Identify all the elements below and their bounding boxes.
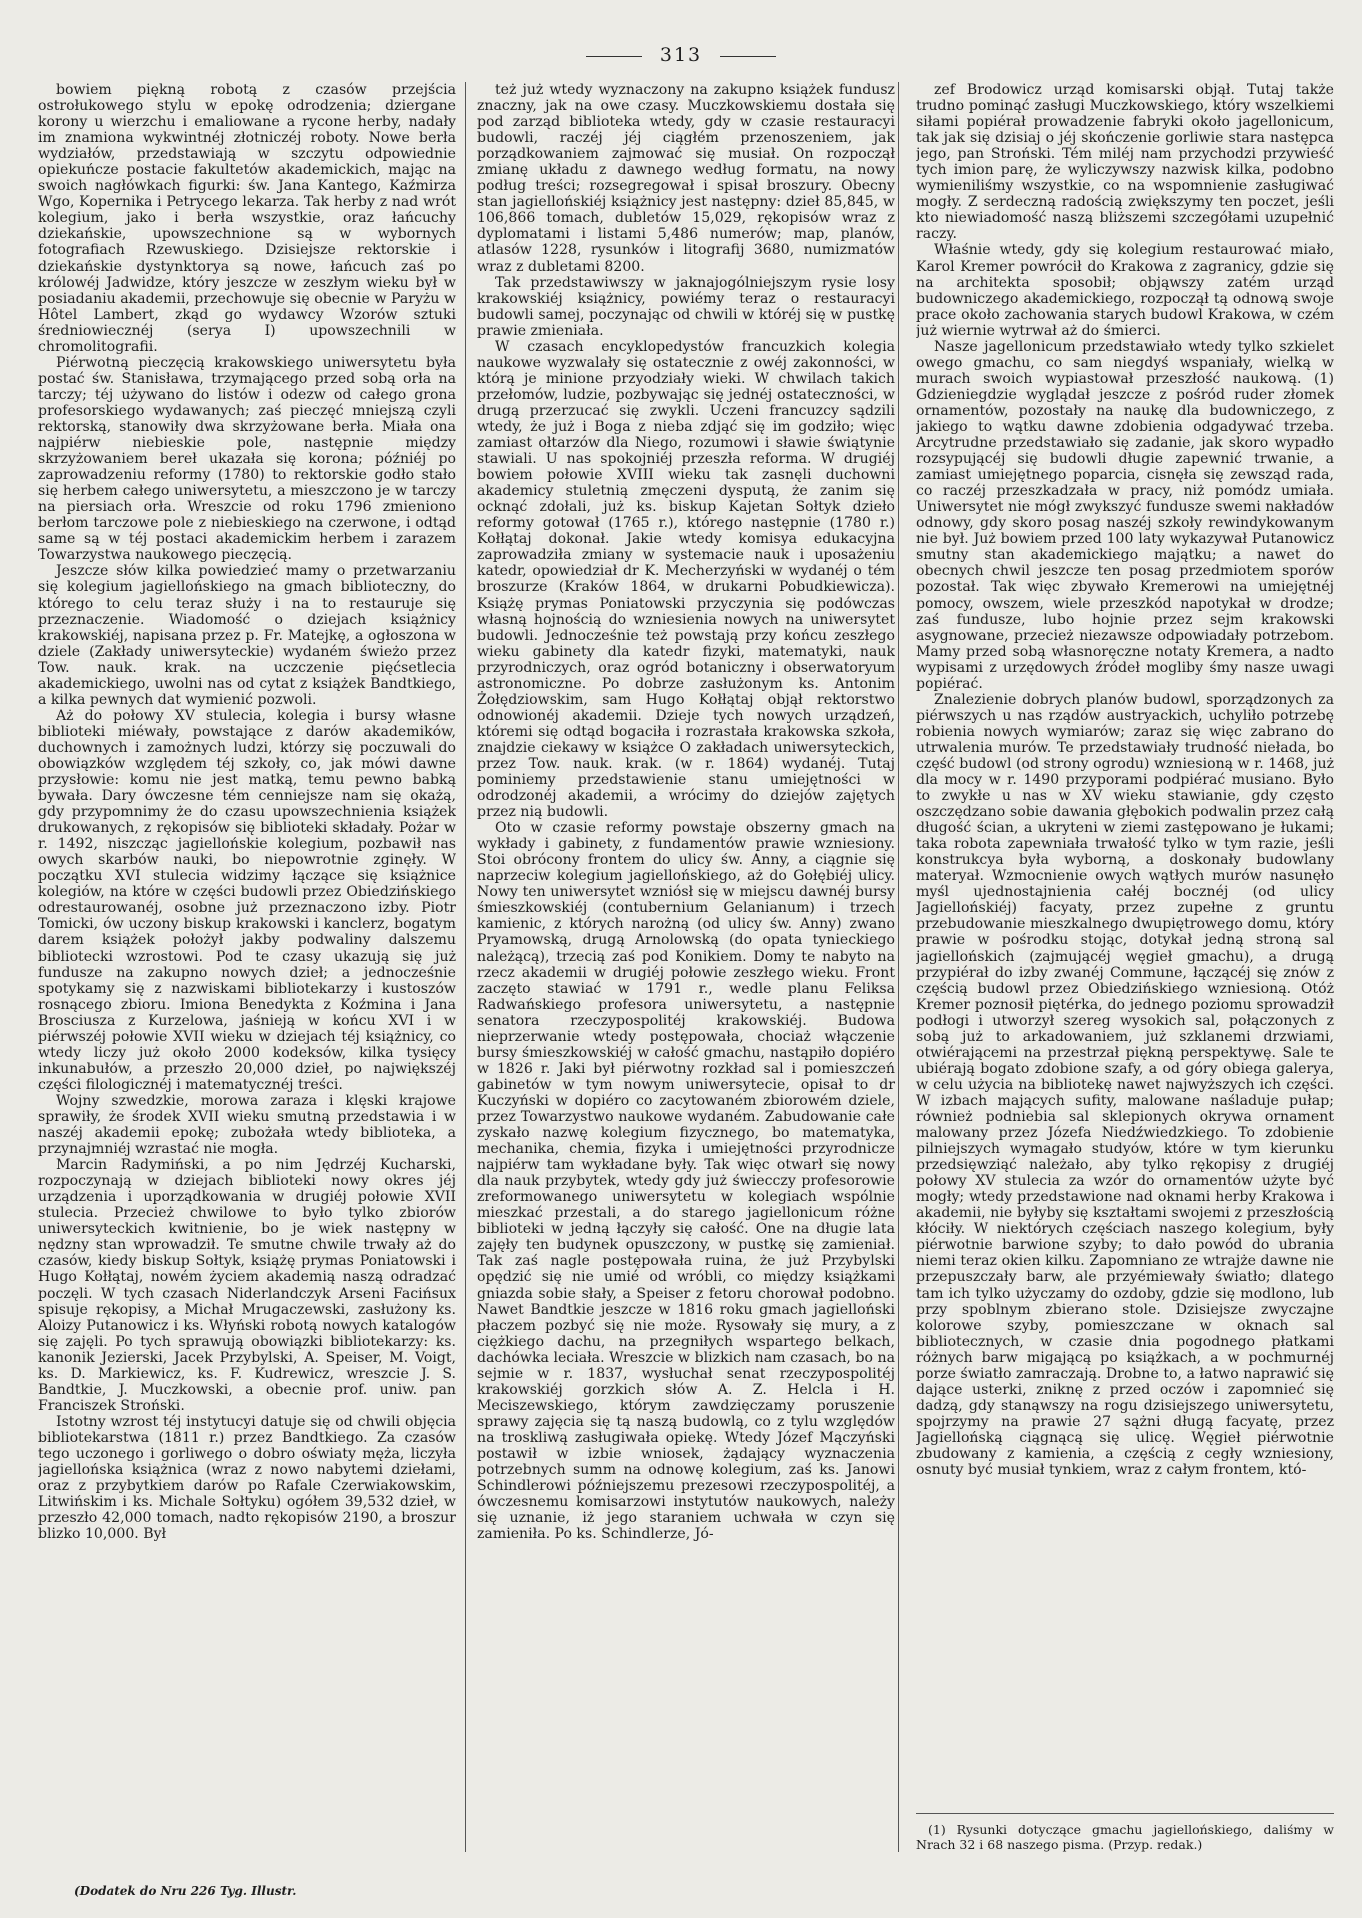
paragraph: Aż do połowy XV stulecia, kolegia i bursy własne biblioteki miéwały, powstające z darów akademików, duchownych i zamożnych ludzi, którzy się poczuwali do obowiązków względem téj szkoły, co, jak mówi dawne przysłowie: komu nie jest matką, temu pewno babką bywała. Dary ówczesne tém cenniejsze nam się okażą, gdy przypomnimy że do czasu upowszechnienia książek drukowanych, z rękopisów się biblioteki składały. Pożar w r. 1492, niszcząc jagiellońskie kolegium, pozbawił nas owych skarbów nauki, bo niepowrotnie zginęły. W początku XVI stulecia widzimy łączące się książnice kolegiów, na które w części budowli przez Obiedzińskiego odrestaurowanéj, osobne już przeznaczono izby. Piotr Tomicki, ów uczony biskup krakowski i kanclerz, bogatym darem książek położył jakby podwaliny dalszemu bibliotecki wzrostowi. Pod te czasy ukazują się już fundusze na zakupno nowych dzieł; a jednocześnie spotykamy się z nazwiskami bibliotekarzy i kustoszów rosnącego zbioru. Imiona Benedykta z Koźmina i Jana Brosciusza z Kurzelowa, jaśnieją w końcu XVI i w piérwszéj połowie XVII wieku w dziejach téj książnicy, co wtedy liczy już około 2000 kodeksów, kilka tysięcy inkunabułów, a przeszło 20,000 dzieł, po największéj części filologicznéj i matematycznéj treści. xyxy=(38,707,456,1093)
paragraph: Oto w czasie reformy powstaje obszerny gmach na wykłady i gabinety, z fundamentów prawie wzniesiony. Stoi obrócony frontem do ulicy św. Anny, a ciągnie się naprzeciw kolegium jagiellońskiego, aż do Gołębiéj ulicy. Nowy ten uniwersytet wzniósł się w miejscu dawnéj bursy śmieszkowskiéj (contubernium Gelanianum) i trzech kamienic, z których narożną (od ulicy św. Anny) zwano Pryamowską, drugą Arnolowską (do opata tynieckiego należącą), trzecią zaś pod Konikiem. Domy te nabyto na rzecz akademii w drugiéj połowie zeszłego wieku. Front zaczęto stawiać w 1791 r., wedle planu Feliksa Radwańskiego profesora uniwersytetu, a następnie senatora rzeczypospolitéj krakowskiéj. Budowa nieprzerwanie wtedy postępowała, chociaż włączenie bursy śmieszkowskiéj w całość gmachu, nastąpiło dopiéro w 1826 r. Jaki był piérwotny rozkład sal i pomieszczeń gabinetów w tym nowym uniwersytecie, opisał to dr Kuczyński w dopiéro co zacytowaném zbiorowém dziele, przez Towarzystwo naukowe wydaném. Zabudowanie całe zyskało nazwę kolegium fizycznego, bo matematyka, mechanika, chemia, fizyka i umiejętności przyrodnicze najpiérw tam wykładane były. Tak więc otwarł się nowy dla nauk przybytek, wtedy gdy już świecczy profesorowie zreformowanego uniwersytetu w kolegiach wspólnie mieszkać przestali, a do starego jagiellonicum różne biblioteki w jedną łączyły się całość. One na długie lata zajęły ten budynek opuszczony, w pustkę się zamieniał. Tak zaś nagle postępowała ruina, że już Przybylski opędzić się nie umié od wróbli, co między książkami gniazda sobie słały, a Speiser z fetoru chorował podobno. Nawet Bandtkie jeszcze w 1816 roku gmach jagielloński płaczem pozbyć się nie może. Rysowały się mury, a z ciężkiego dachu, na przegniłych wspartego belkach, dachówka leciała. Wreszcie w blizkich nam czasach, bo na sejmie w r. 1837, wysłuchał senat rzeczypospolitéj krakowskiéj gorzkich słów A. Z. Helcla i H. Meciszewskiego, którym zawdzięczamy poruszenie sprawy zajęcia się tą naszą budowlą, co z tylu względów na troskliwą zasługiwała opiekę. Wtedy Józef Mączyński postawił w izbie wniosek, żądający wyznaczenia potrzebnych summ na odnowę kolegium, zaś ks. Janowi Schindlerowi późniejszemu prezesowi rzeczypospolitéj, a ówczesnemu komisarzowi instytutów naukowych, należy się uznanie, iż jego staraniem uchwała w czyn się zamieniła. Po ks. Schindlerze, Jó- xyxy=(477,820,895,1543)
paragraph: Tak przedstawiwszy w jaknajogólniejszym rysie losy krakowskiéj książnicy, powiémy teraz o restauracyi budowli samej, poczynając od chwili w któréj się w pustkę prawie zmieniała. xyxy=(477,274,895,339)
header-dash-left xyxy=(586,56,642,57)
page-header xyxy=(0,44,1362,66)
column-1 xyxy=(38,82,456,1852)
paragraph: Marcin Radymiński, a po nim Jędrzéj Kucharski, rozpoczynają w dziejach biblioteki nowy okres jéj urządzenia i uporządkowania w drugiéj połowie XVII stulecia. Przecież chwilowe to było tylko zbiorów uniwersyteckich kwitnienie, bo je wiek następny w nędzny stan wprowadził. Te smutne chwile trwały aż do czasów, kiedy biskup Sołtyk, książę prymas Poniatowski i Hugo Kołłątaj, nowém życiem akademią naszą odradzać poczęli. W tych czasach Niderlandczyk Arseni Facińsux spisuje rękopisy, a Michał Mrugaczewski, zasłużony ks. Aloizy Putanowicz i ks. Włyński robotą nowych katalogów się zajęli. Po tych sprawują obowiązki bibliotekarzy: ks. kanonik Jezierski, Jacek Przybylski, A. Speiser, M. Voigt, ks. D. Markiewicz, ks. F. Kudrewicz, wreszcie J. S. Bandtkie, J. Muczkowski, a obecnie prof. uniw. pan Franciszek Stroński. xyxy=(38,1157,456,1414)
paragraph: Piérwotną pieczęcią krakowskiego uniwersytetu była postać św. Stanisława, trzymającego przed sobą orła na tarczy; téj używano do listów i odezw od całego grona profesorskiego wydawanych; zaś pieczęć mniejszą czyli rektorską, stanowiły dwa skrzyżowane berła. Miała ona najpiérw niebieskie pole, następnie między skrzyżowaniem bereł ukazała się korona; późniéj po zaprowadzeniu reformy (1780) to rektorskie godło stało się herbem całego uniwersytetu, a mieszczono je w tarczy na piersiach orła. Wreszcie od roku 1796 zmieniono berłom tarczowe pole z niebieskiego na czerwone, i odtąd same są w téj postaci akademickim herbem i zarazem Towarzystwa naukowego pieczęcią. xyxy=(38,354,456,564)
paragraph: zef Brodowicz urząd komisarski objął. Tutaj także trudno pominąć zasługi Muczkowskiego, który wszelkiemi siłami popiérał prowadzenie fabryki około jagellonicum, tak jak się dzisiaj o jéj skończenie gorliwie stara następca jego, pan Stroński. Tém miléj nam przychodzi przywieść tych imion parę, że wyliczywszy nazwisk kilka, podobno wymieniliśmy wszystkie, co na wspomnienie zasługiwać mogły. Z serdeczną radością zwiększymy ten poczet, jeśli kto niewiadomość naszą bliższemi szczegółami uzupełnić raczy. xyxy=(916,82,1334,243)
paragraph: Znalezienie dobrych planów budowl, sporządzonych za piérwszych u nas rządów austryackich, uchyliło potrzebę robienia nowych wymiarów; zaraz się więc zabrano do utrwalenia murów. Te przedstawiały trudność niełada, bo część budowl (od strony ogrodu) wzniesioną w r. 1468, już dla mocy w r. 1490 przyporami podpiérać musiano. Było to zwykłe u nas w XV wieku stawianie, gdy często oszczędzano sobie dawania głębokich podwalin przez całą długość ścian, a ukryteni w ziemi zastępowano je łukami; taka robota zapewniała trwałość tylko w tym razie, jeśli konstrukcya była wyborną, a doskonały budowlany materyał. Wzmocnienie owych wątłych murów nasunęło myśl ujednostajnienia całéj bocznéj (od ulicy Jagiellońskiéj) facyaty, przez zupełne z gruntu przebudowanie mieszkalnego dwupiętrowego domu, który prawie w pośrodku stojąc, dotykał jedną stroną sal jagiellońskich (zajmującéj węgieł gmachu), a drugą przypiérał do izby zwanéj Commune, łączącéj się znów z częścią budowl przez Obiedzińskiego wzniesioną. Otóż Kremer poznosił piętérka, do jednego poziomu sprowadził podłogi i utworzył szereg wysokich sal, połączonych z sobą już to arkadowaniem, już szklanemi drzwiami, otwiérającemi na przestrzał piękną perspektywę. Sale te ubiérają bogato zdobione szafy, a od góry obiega galerya, w celu użycia na bibliotekę nawet najwyższych ich części. W izbach mających sufity, malowane naśladuje pułap; również podniebia sal sklepionych okrywa ornament malowany przez Józefa Niedźwiedzkiego. To zdobienie pilniejszych wymagało studyów, które w tym kierunku przedsięwziąć należało, aby tylko rękopisy z drugiéj połowy XV stulecia za wzór do ornamentów użyte być mogły; wtedy przedstawione nad oknami herby Krakowa i akademii, nie byłyby się kształtami swojemi z przeszłością kłóciły. W niektórych częściach naszego kolegium, były piérwotnie barwione szyby; to dało powód do ubrania niemi teraz okien kilku. Zapomniano ze wtrajże dawne nie przepuszczały barw, ale przyémiewały światło; dlatego tam ich tylko użyczamy do ozdoby, gdzie się modlono, lub przy spoblnym zbierano stole. Dzisiejsze zwyczajne kolorowe szyby, pomieszczane w oknach sal bibliotecznych, w czasie dnia pogodnego płatkami różnych barw migającą po książkach, a w pochmurnéj porze światło zamraczają. Drobne to, a łatwo naprawić się dające usterki, zniknę z przed oczów i zapomnieć się dadzą, gdy stanąwszy na rogu dzisiejszego uniwersytetu, spojrzymy na prawie 27 sążni długą facyatę, przez Jagiellońską ciągnącą się ulicę. Węgieł piérwotnie zbudowany z kamienia, a częścią z cegły wzniesiony, osnuty być musiał tynkiem, wraz z całym frontem, któ- xyxy=(916,691,1334,1479)
paragraph: bowiem piękną robotą z czasów przejścia ostrołukowego stylu w epokę odrodzenia; dziergane korony u wierzchu i emaliowane a rycone herby, nadały im znamiona wykwintnéj złotniczéj roboty. Nowe berła wydziałów, przedstawiają w szczytu odpowiednie opiekuńcze postacie fakultetów akademickich, mając na swoich nagłówkach figurki: św. Jana Kantego, Kaźmirza Wgo, Kopernika i Petrycego lekarza. Tak herby z nad wrót kolegium, jako i berła wszystkie, oraz łańcuchy dziekańskie, upowszechnione są w wybornych fotografiach Rzewuskiego. Dzisiejsze rektorskie i dziekańskie dystynktorya są nowe, łańcuch zaś po królowéj Jadwidze, który jeszcze w zeszłym wieku był w posiadaniu akademii, przechowuje się obecnie w Paryżu w Hôtel Lambert, zkąd go wydawcy Wzorów sztuki średniowiecznéj (serya I) upowszechnili w chromolitografii. xyxy=(38,82,456,355)
paragraph: Istotny wzrost téj instytucyi datuje się od chwili objęcia bibliotekarstwa (1811 r.) przez Bandtkiego. Za czasów tego uczonego i gorliwego o dobro oświaty męża, liczyła jagiellońska książnica (wraz z nowo nabytemi dziełami, oraz z przybytkiem darów po Rafale Czerwiakowskim, Litwińskim i ks. Michale Sołtyku) ogółem 39,532 dzieł, w przeszło 42,000 tomach, nadto rękopisów 2190, a broszur blizko 10,000. Był xyxy=(38,1413,456,1543)
column-3 xyxy=(916,82,1334,1852)
footnote-text: (1) Rysunki dotyczące gmachu jagiellońskiego, daliśmy w Nrach 32 i 68 naszego pisma. (Przyp. redak.) xyxy=(916,1822,1334,1852)
paragraph: Nasze jagellonicum przedstawiało wtedy tylko szkielet owego gmachu, co sam niegdyś wspaniały, wielką w murach swoich wypiastował przeszłość naukową. (1) Gdzieniegdzie wyglądał jeszcze z pośród ruder złomek ornamentów, pozostały na naukę dla budowniczego, z jakiego to wątku dawne zdobienia odgadywać trzeba. Arcytrudne przedstawiało się zadanie, jak skoro wypadło rozsypującéj się budowli długie zapewnić trwanie, a zamiast umiejętnego poparcia, cisnęła się zewsząd rada, co raczéj przeszkadzała w pracy, niż pomódz umiała. Uniwersytet nie mógł zwykszyć fundusze swemi nakładów odnowy, gdy skoro posag naszéj szkoły rewindykowanym nie był. Już bowiem przed 100 laty wykazywał Putanowicz smutny stan akademickiego majątku; a nawet do obecnych chwil jeszcze ten posag przedmiotem sporów pozostał. Tak więc zbywało Kremerowi na umiejętnéj pomocy, owszem, wiele przeszkód napotykał w drodze; zaś fundusze, lubo hojnie przez sejm krakowski asygnowane, przecież niezawsze odpowiadały potrzebom. Mamy przed sobą własnoręczne notaty Kremera, a nadto wypisami z urzędowych źródeł mogliby śmy nasze uwagi popiérać. xyxy=(916,338,1334,692)
header-dash-right xyxy=(720,56,776,57)
paragraph: W czasach encyklopedystów francuzkich kolegia naukowe wyzwalały się ostatecznie z owéj zakonności, w którą je minione przyodziały wieki. W chwilach takich przełomów, ludzie, pozbywając się jednéj ostateczności, w drugą przerzucać się zwykli. Uczeni francuzcy sądzili wtedy, że już i Boga z nieba zdjąć się im godziło; więc zamiast ołtarzów dla Niego, rozumowi i sławie świątynie stawiali. U nas spokojniéj przeszła reforma. W drugiéj bowiem połowie XVIII wieku tak zasnęli duchowni akademicy stuletnią zmęczeni dysputą, że zanim się ocknąć zdołali, już ks. biskup Kajetan Sołtyk dzieło reformy gotował (1765 r.), którego następnie (1780 r.) Kołłątaj dokonał. Jakie wtedy komisya edukacyjna zaprowadziła zmiany w systemacie nauk i uposażeniu katedr, opowiedział dr K. Mecherzyński w wydanéj o tém broszurze (Kraków 1864, w drukarni Pobudkiewicza). Książę prymas Poniatowski przyczynia się podówczas własną hojnością do wzniesienia nowych na uniwersytet budowli. Jednocześnie też powstają przy końcu zeszłego wieku gabinety dla katedr fizyki, matematyki, nauk przyrodniczych, oraz ogród botaniczny i obserwatoryum astronomiczne. Po dobrze zasłużonym ks. Antonim Żołędziowskim, sam Hugo Kołłątaj objął rektorstwo odnowionéj akademii. Dzieje tych nowych urządzeń, któremi się odtąd bogaciła i rozrastała krakowska szkoła, znajdzie ciekawy w książce O zakładach uniwersyteckich, przez Tow. nauk. krak. (w r. 1864) wydanéj. Tutaj pominiemy przedstawienie stanu umiejętności w odrodzonéj akademii, a wrócimy do dziejów zajętych przez nią budowli. xyxy=(477,338,895,821)
paragraph: też już wtedy wyznaczony na zakupno książek fundusz znaczny, jak na owe czasy. Muczkowskiemu dostała się pod zarząd biblioteka wtedy, gdy w czasie restauracyi budowli, raczéj jéj ciągłém przenoszeniem, jak porządkowaniem zajmować się musiał. On rozpoczął zmianę układu z dawnego według formatu, na nowy podług treści; rozsegregował i spisał broszury. Obecny stan jagiellońskiéj książnicy jest następny: dzieł 85,845, w 106,866 tomach, dubletów 15,029, rękopisów wraz z dyplomatami i listami 5,486 numerów; map, planów, atlasów 1228, rysunków i litografij 3680, numizmatów wraz z dubletami 8200. xyxy=(477,82,895,275)
footnote xyxy=(916,1813,1334,1852)
page-number: 313 xyxy=(659,44,703,66)
text-columns xyxy=(38,82,1334,1852)
column-2 xyxy=(477,82,895,1852)
page-footer-note: (Dodatek do Nru 226 Tyg. Illustr. xyxy=(74,1884,297,1898)
paragraph: Właśnie wtedy, gdy się kolegium restaurować miało, Karol Kremer powrócił do Krakowa z zagranicy, gdzie się na architekta sposobił; objąwszy zatém urząd budowniczego akademickiego, rozpoczął tą odnową swoje prace około zachowania starych budowl Krakowa, w czém już wiernie wytrwał aż do śmierci. xyxy=(916,242,1334,339)
paragraph: Jeszcze słów kilka powiedzieć mamy o przetwarzaniu się kolegium jagiellońskiego na gmach biblioteczny, do którego to celu teraz służy i na to restauruje się przeznaczenie. Wiadomość o dziejach książnicy krakowskiéj, napisana przez p. Fr. Matejkę, a ogłoszona w dziele (Zakłady uniwersyteckie) wydaném świeżo przez Tow. nauk. krak. na uczczenie pięćsetlecia akademickiego, uwolni nas od cytat z książek Bandtkiego, a kilka pewnych dat wymienić pozwoli. xyxy=(38,563,456,708)
paragraph: Wojny szwedzkie, morowa zaraza i klęski krajowe sprawiły, że środek XVII wieku smutną przedstawia i w naszéj akademii epokę; zubożała wtedy biblioteka, a przynajmniéj wzrastać nie mogła. xyxy=(38,1092,456,1158)
